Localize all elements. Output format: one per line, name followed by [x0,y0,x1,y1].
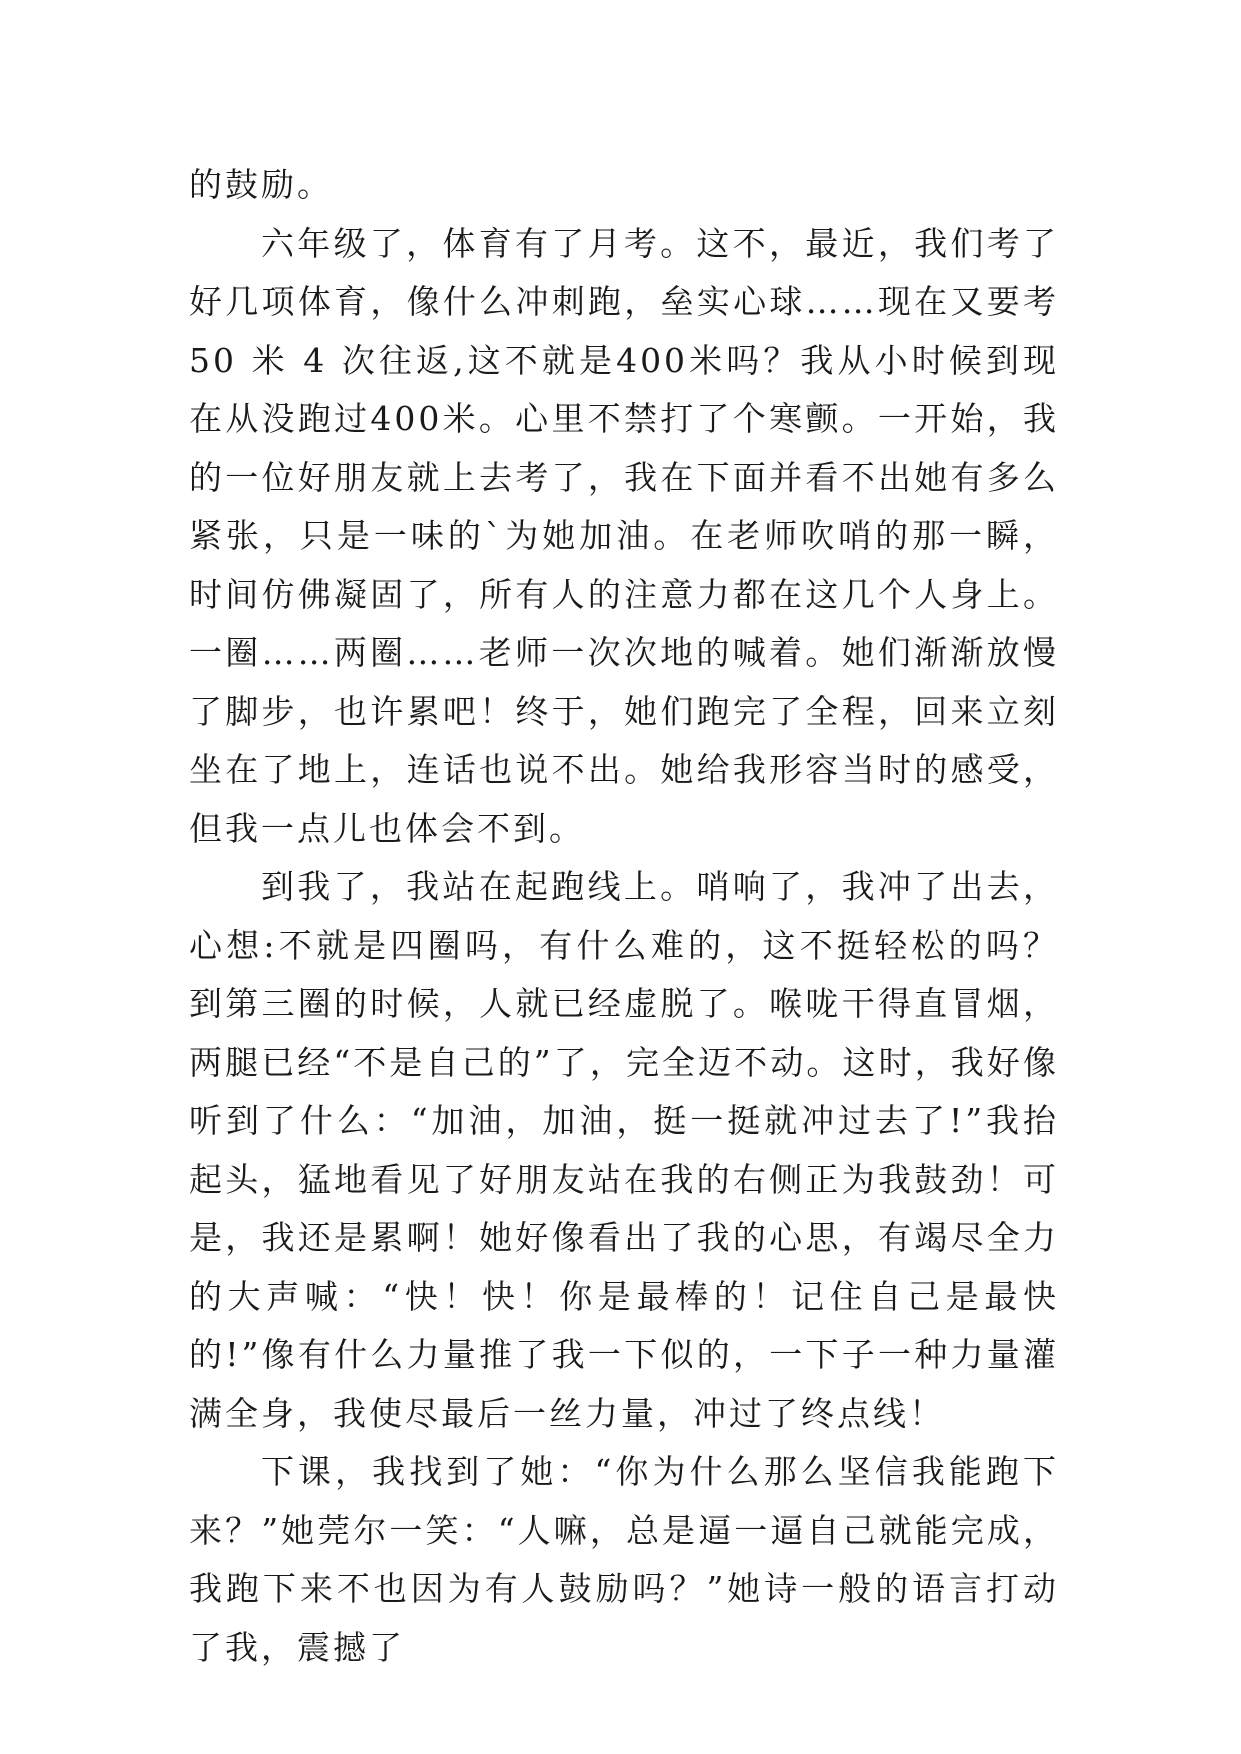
paragraph: 六年级了，体育有了月考。这不，最近，我们考了好几项体育，像什么冲刺跑，垒实心球……现在又要考 50 米 4 次往返,这不就是400米吗？我从小时候到现在从没跑过400米。心里不禁打了个寒颤。一开始，我的一位好朋友就上去考了，我在下面并看不出她有多么紧张，只是一味的`为她加油。在老师吹哨的那一瞬，时间仿佛凝固了，所有人的注意力都在这几个人身上。一圈……两圈……老师一次次地的喊着。她们渐渐放慢了脚步，也许累吧！终于，她们跑完了全程，回来立刻坐在了地上，连话也说不出。她给我形容当时的感受，但我一点儿也体会不到。 [189,223,1059,848]
paragraph: 到我了，我站在起跑线上。哨响了，我冲了出去，心想:不就是四圈吗，有什么难的，这不挺轻松的吗？到第三圈的时候，人就已经虚脱了。喉咙干得直冒烟，两腿已经“不是自己的”了，完全迈不动。这时，我好像听到了什么：“加油，加油，挺一挺就冲过去了!”我抬起头，猛地看见了好朋友站在我的右侧正为我鼓劲！可是，我还是累啊！她好像看出了我的心思，有竭尽全力的大声喊：“快！快！你是最棒的！记住自己是最快的!”像有什么力量推了我一下似的，一下子一种力量灌满全身，我使尽最后一丝力量，冲过了终点线！ [189,867,1059,1433]
paragraph: 下课，我找到了她：“你为什么那么坚信我能跑下来？”她莞尔一笑：“人嘛，总是逼一逼自己就能完成，我跑下来不也因为有人鼓励吗？”她诗一般的语言打动了我，震撼了 [189,1452,1059,1667]
document-body [189,156,1059,1677]
paragraph: 的鼓励。 [189,165,333,204]
